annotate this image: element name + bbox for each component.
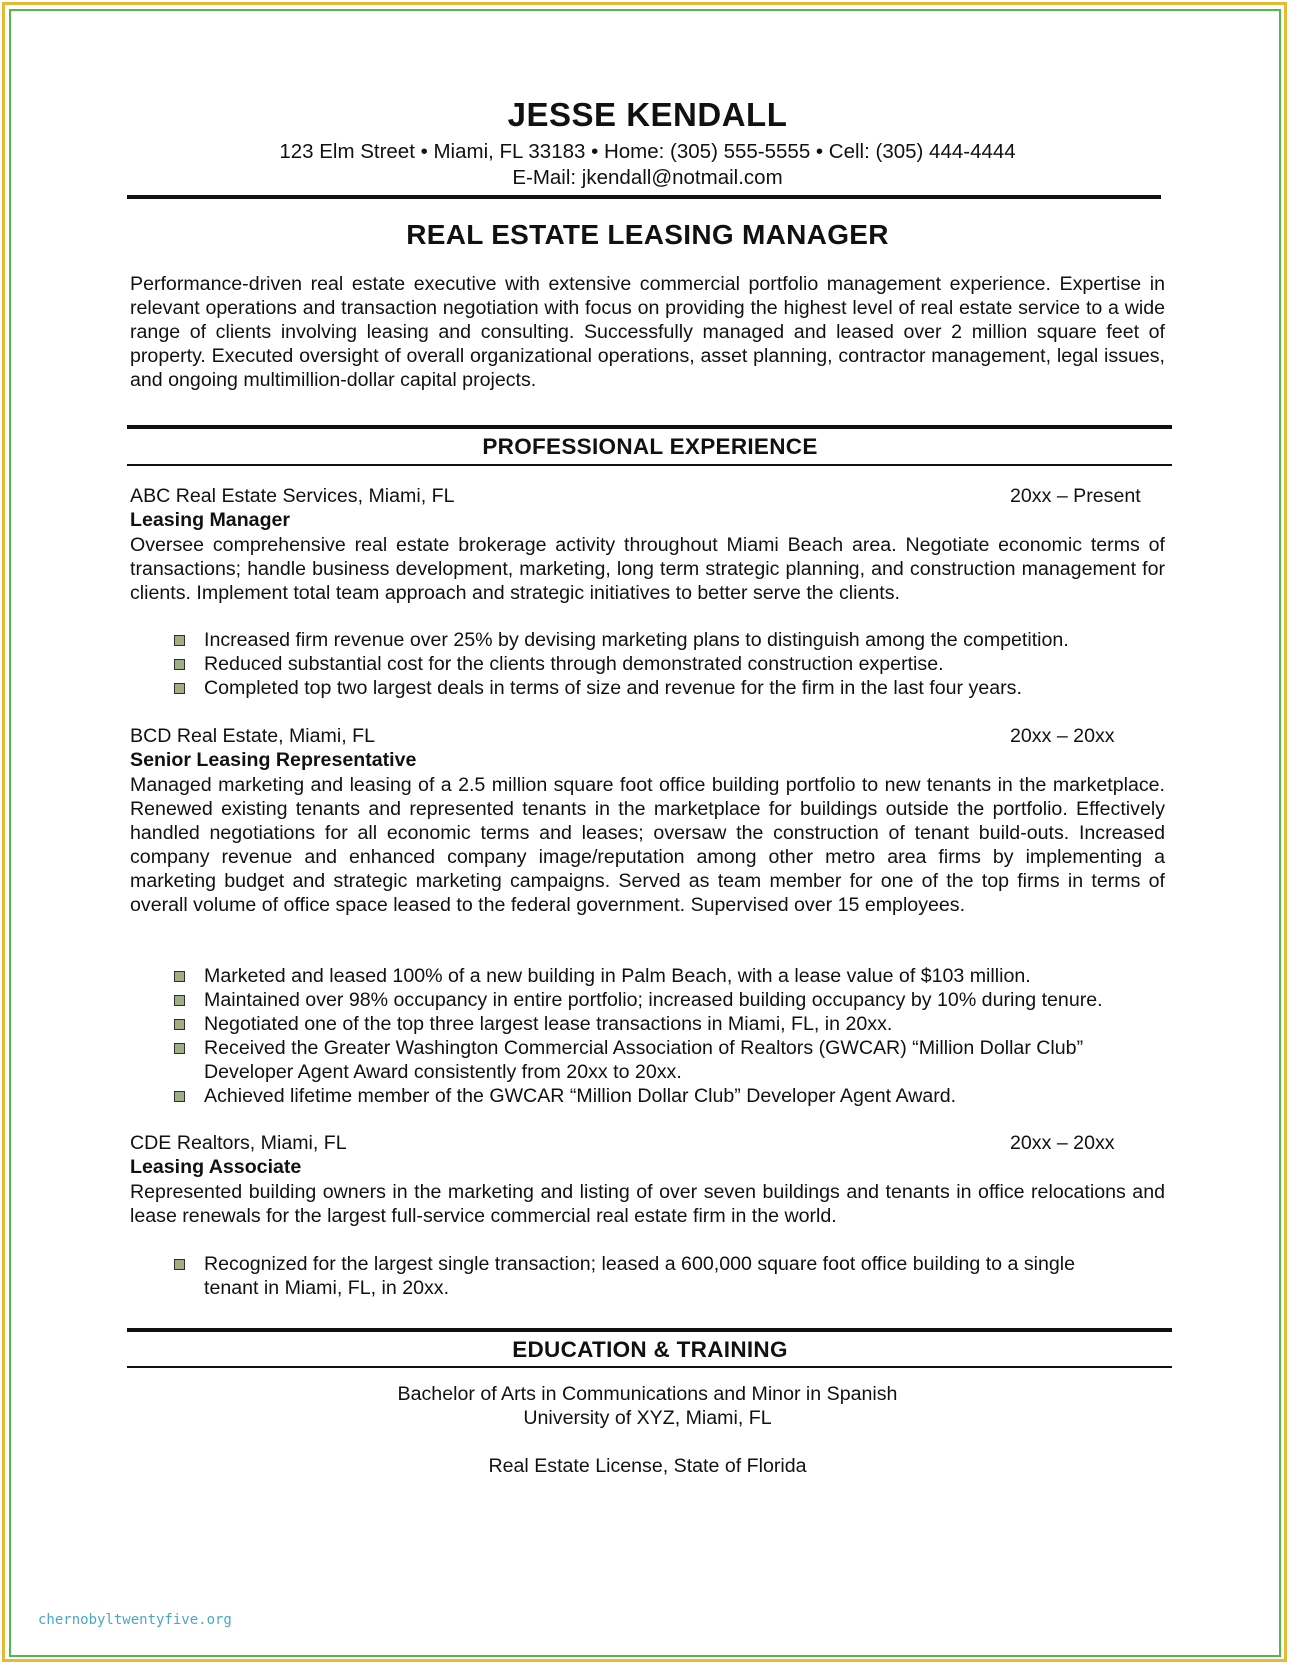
job-role: Leasing Manager	[130, 509, 291, 531]
watermark-text: chernobyltwentyfive.org	[38, 1612, 232, 1628]
list-item: Negotiated one of the top three largest lease transactions in Miami, FL, in 20xx.	[174, 1012, 1174, 1036]
education-bottom-rule	[127, 1366, 1172, 1368]
list-item: Increased firm revenue over 25% by devising marketing plans to distinguish among the competition.	[174, 628, 1174, 652]
contact-line: 123 Elm Street • Miami, FL 33183 • Home: (305) 555-5555 • Cell: (305) 444-4444	[279, 140, 1016, 163]
header-divider	[127, 195, 1161, 199]
job-company: BCD Real Estate, Miami, FL	[130, 725, 375, 747]
degree-line: Bachelor of Arts in Communications and Minor in Spanish	[397, 1383, 898, 1405]
job-description: Oversee comprehensive real estate brokerage activity throughout Miami Beach area. Negotiate economic terms of transactions; handle business development, marketing, long term strategic planning, and construction management for clients. Implement total team approach and strategic initiatives to better serve the clients.	[130, 534, 1165, 604]
job-description: Managed marketing and leasing of a 2.5 million square foot office building portfolio to new tenants in the marketplace. Renewed existing tenants and represented tenants in the marketplace for buildings outside the portfolio. Effectively handled negotiations for all economic terms and leases; oversaw the construction of tenant build-outs. Increased company revenue and enhanced company image/reputation among other metro area firms by implementing a marketing budget and strategic marketing campaigns. Served as team member for one of the top firms in terms of overall volume of office space leased to the federal government. Supervised over 15 employees.	[130, 774, 1165, 916]
experience-heading: PROFESSIONAL EXPERIENCE	[482, 434, 818, 459]
job-bullet-list	[174, 964, 1174, 1108]
list-item: Received the Greater Washington Commercial Association of Realtors (GWCAR) “Million Dollar Club” Developer Agent Award consistently from 20xx to 20xx.	[174, 1036, 1134, 1084]
job-dates: 20xx – Present	[1010, 485, 1141, 507]
bullet-square-icon	[174, 635, 185, 646]
job-description: Represented building owners in the marketing and listing of over seven buildings and tenants in office relocations and lease renewals for the largest full-service commercial real estate firm in the world.	[130, 1181, 1165, 1227]
bullet-square-icon	[174, 1043, 185, 1054]
bullet-square-icon	[174, 995, 185, 1006]
job-role: Senior Leasing Representative	[130, 749, 417, 771]
bullet-square-icon	[174, 971, 185, 982]
education-top-rule	[127, 1328, 1172, 1332]
list-item: Recognized for the largest single transaction; leased a 600,000 square foot office building to a single tenant in Miami, FL, in 20xx.	[174, 1252, 1134, 1300]
bullet-square-icon	[174, 1259, 185, 1270]
bullet-square-icon	[174, 659, 185, 670]
experience-top-rule	[127, 425, 1172, 429]
job-dates: 20xx – 20xx	[1010, 1132, 1115, 1154]
email-line: E-Mail: jkendall@notmail.com	[512, 166, 783, 189]
school-line: University of XYZ, Miami, FL	[523, 1407, 772, 1429]
bullet-square-icon	[174, 1091, 185, 1102]
job-company: CDE Realtors, Miami, FL	[130, 1132, 347, 1154]
job-bullet-list	[174, 1252, 1174, 1300]
job-bullet-list	[174, 628, 1174, 700]
bullet-square-icon	[174, 683, 185, 694]
list-item: Reduced substantial cost for the clients through demonstrated construction expertise.	[174, 652, 1174, 676]
summary-paragraph: Performance-driven real estate executive with extensive commercial portfolio management experience. Expertise in relevant operations and transaction negotiation with focus on providing the highest level of real estate service to a wide range of clients involving leasing and consulting. Successfully managed and leased over 2 million square feet of property. Executed oversight of overall organizational operations, asset planning, contractor management, legal issues, and ongoing multimillion-dollar capital projects.	[130, 273, 1165, 391]
list-item: Marketed and leased 100% of a new building in Palm Beach, with a lease value of $103 million.	[174, 964, 1174, 988]
candidate-name: JESSE KENDALL	[507, 96, 788, 133]
experience-bottom-rule	[127, 464, 1172, 466]
license-line: Real Estate License, State of Florida	[488, 1455, 807, 1477]
education-heading: EDUCATION & TRAINING	[512, 1337, 788, 1362]
bullet-square-icon	[174, 1019, 185, 1030]
job-company: ABC Real Estate Services, Miami, FL	[130, 485, 455, 507]
list-item: Completed top two largest deals in terms of size and revenue for the firm in the last four years.	[174, 676, 1174, 700]
list-item: Maintained over 98% occupancy in entire portfolio; increased building occupancy by 10% during tenure.	[174, 988, 1174, 1012]
job-role: Leasing Associate	[130, 1156, 302, 1178]
list-item: Achieved lifetime member of the GWCAR “Million Dollar Club” Developer Agent Award.	[174, 1084, 1174, 1108]
resume-title: REAL ESTATE LEASING MANAGER	[406, 219, 889, 250]
job-dates: 20xx – 20xx	[1010, 725, 1115, 747]
